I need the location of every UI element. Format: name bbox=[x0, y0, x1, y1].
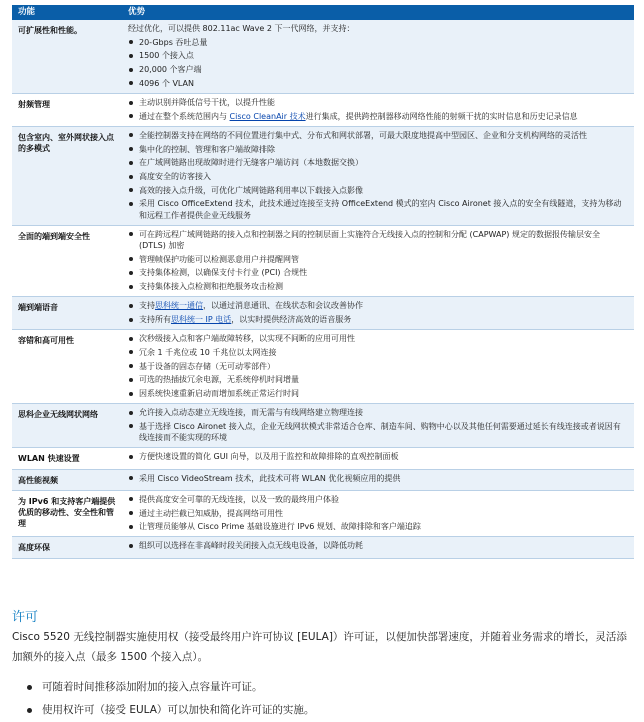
benefit-item: 支持集体检测，以确保支付卡行业 (PCI) 合规性 bbox=[128, 267, 628, 278]
table-row bbox=[12, 126, 634, 225]
benefit-cell bbox=[122, 20, 634, 94]
table-row bbox=[12, 20, 634, 94]
benefit-item: 4096 个 VLAN bbox=[128, 78, 628, 89]
benefit-item: 可选的热插拔冗余电源，无系统停机时间增量 bbox=[128, 374, 628, 385]
benefit-list bbox=[128, 494, 628, 533]
table-row bbox=[12, 490, 634, 537]
table-row bbox=[12, 94, 634, 127]
benefit-item: 高效的接入点升级，可优化广域网链路利用率以下载接入点影像 bbox=[128, 185, 628, 196]
benefit-item: 高度安全的访客接入 bbox=[128, 171, 628, 182]
feature-cell: WLAN 快速设置 bbox=[12, 448, 122, 469]
feature-cell: 射频管理 bbox=[12, 94, 122, 127]
table-row bbox=[12, 469, 634, 490]
benefit-item bbox=[128, 300, 628, 311]
table-row bbox=[12, 225, 634, 297]
benefit-list bbox=[128, 97, 628, 122]
benefit-item: 在广域网链路出现故障时进行无缝客户端访问（本地数据交换） bbox=[128, 157, 628, 168]
benefit-item: 提供高度安全可靠的无线连接，以及一致的最终用户体验 bbox=[128, 494, 628, 505]
column-header-benefit: 优势 bbox=[122, 5, 634, 20]
benefit-cell bbox=[122, 469, 634, 490]
benefit-item: 次秒级接入点和客户端故障转移，以实现不间断的应用可用性 bbox=[128, 333, 628, 344]
column-header-feature: 功能 bbox=[12, 5, 122, 20]
table-header-row bbox=[12, 5, 634, 20]
feature-cell: 包含室内、室外网状接入点的多模式 bbox=[12, 126, 122, 225]
table-row bbox=[12, 404, 634, 448]
feature-cell: 容错和高可用性 bbox=[12, 330, 122, 404]
feature-cell: 可扩展性和性能。 bbox=[12, 20, 122, 94]
benefit-list bbox=[128, 130, 628, 221]
feature-cell: 端到端语音 bbox=[12, 297, 122, 330]
benefit-cell bbox=[122, 330, 634, 404]
benefit-item: 20-Gbps 吞吐总量 bbox=[128, 37, 628, 48]
benefit-list bbox=[128, 407, 628, 443]
benefit-item: 可在跨远程广域网链路的接入点和控制器之间的控制层面上实施符合无线接入点的控制和分配 (CAPWAP) 规定的数据报传输层安全 (DTLS) 加密 bbox=[128, 229, 628, 251]
license-section-title: 许可 bbox=[12, 610, 39, 625]
benefit-item: 基于设备的固态存储（无可动零部件） bbox=[128, 361, 628, 372]
benefit-text: 通过在整个系统范围内与 bbox=[139, 111, 230, 121]
benefit-cell bbox=[122, 537, 634, 558]
feature-cell: 高度环保 bbox=[12, 537, 122, 558]
benefit-item: 基于选择 Cisco Aironet 接入点，企业无线网状模式非常适合仓库、制造车间、购物中心以及其他任何需要通过延长有线连接或者说因有线连接而不能实现的环境 bbox=[128, 421, 628, 443]
benefit-list bbox=[128, 540, 628, 551]
benefit-item: 组织可以选择在非高峰时段关闭接入点无线电设备，以降低功耗 bbox=[128, 540, 628, 551]
table-row bbox=[12, 448, 634, 469]
benefit-item: 1500 个接入点 bbox=[128, 50, 628, 61]
benefit-item: 采用 Cisco VideoStream 技术，此技术可将 WLAN 优化视频应用的提供 bbox=[128, 473, 628, 484]
benefit-list bbox=[128, 333, 628, 399]
feature-cell: 思科企业无线网状网络 bbox=[12, 404, 122, 448]
benefit-cell bbox=[122, 297, 634, 330]
license-list-item: 使用权许可（接受 EULA）可以加快和简化许可证的实施。 bbox=[22, 699, 314, 722]
benefit-text: 支持所有 bbox=[139, 315, 171, 325]
benefit-item bbox=[128, 111, 628, 122]
benefit-item: 20,000 个客户端 bbox=[128, 64, 628, 75]
feature-cell: 全面的端到端安全性 bbox=[12, 225, 122, 297]
feature-benefit-table bbox=[12, 5, 634, 559]
benefit-item: 通过主动拦截已知威胁，提高网络可用性 bbox=[128, 508, 628, 519]
benefit-text: ，以通过消息通讯、在线状态和会议改善协作 bbox=[203, 301, 363, 311]
benefit-item: 因系统快速重新启动而增加系统正常运行时间 bbox=[128, 388, 628, 399]
table-row bbox=[12, 297, 634, 330]
ip-phone-link[interactable]: 思科统一 IP 电话 bbox=[171, 315, 232, 325]
benefit-item: 支持集体接入点检测和拒绝服务攻击检测 bbox=[128, 281, 628, 292]
benefit-text: 支持 bbox=[139, 301, 155, 311]
benefit-cell bbox=[122, 448, 634, 469]
benefit-cell bbox=[122, 94, 634, 127]
table-row bbox=[12, 537, 634, 558]
license-list-item: 可随着时间推移添加附加的接入点容量许可证。 bbox=[22, 676, 314, 699]
benefit-item: 集中化的控制、管理和客户端故障排除 bbox=[128, 144, 628, 155]
benefit-cell bbox=[122, 225, 634, 297]
benefit-item: 采用 Cisco OfficeExtend 技术，此技术通过连接至支持 OfficeExtend 模式的室内 Cisco Aironet 接入点的安全有线隧道，支持为移动和远程工作者提供企业无线服务 bbox=[128, 198, 628, 220]
benefit-item: 全能控制器支持在网络的不同位置进行集中式、分布式和网状部署，可最大限度地提高中型园区、企业和分支机构网络的灵活性 bbox=[128, 130, 628, 141]
benefit-list bbox=[128, 37, 628, 89]
benefit-item: 冗余 1 千兆位或 10 千兆位以太网连接 bbox=[128, 347, 628, 358]
benefit-list bbox=[128, 229, 628, 293]
cleanair-link[interactable]: Cisco CleanAir 技术 bbox=[229, 111, 306, 121]
benefit-item bbox=[128, 314, 628, 325]
benefit-cell bbox=[122, 404, 634, 448]
license-list bbox=[22, 676, 314, 722]
benefit-list bbox=[128, 300, 628, 325]
benefit-item: 主动识别并降低信号干扰，以提升性能 bbox=[128, 97, 628, 108]
feature-cell: 高性能视频 bbox=[12, 469, 122, 490]
unified-communications-link[interactable]: 思科统一通信 bbox=[155, 301, 203, 311]
license-paragraph: Cisco 5520 无线控制器实施使用权（接受最终用户许可协议 [EULA]）许可证，以便加快部署速度，并随着业务需求的增长，灵活添加额外的接入点（最多 1500 个接入点）。 bbox=[12, 631, 627, 663]
benefit-list bbox=[128, 473, 628, 484]
benefit-intro: 经过优化，可以提供 802.11ac Wave 2 下一代网络，并支持： bbox=[128, 24, 355, 33]
benefit-cell bbox=[122, 126, 634, 225]
benefit-cell bbox=[122, 490, 634, 537]
benefit-text: ，以实时提供经济高效的语音服务 bbox=[231, 315, 352, 325]
benefit-item: 管理帧保护功能可以检测恶意用户并提醒网管 bbox=[128, 254, 628, 265]
table-row bbox=[12, 330, 634, 404]
benefit-item: 方便快速设置的简化 GUI 向导，以及用于监控和故障排除的直观控制面板 bbox=[128, 451, 628, 462]
benefit-list bbox=[128, 451, 628, 462]
benefit-item: 让管理员能够从 Cisco Prime 基础设施进行 IPv6 规划、故障排除和客户端追踪 bbox=[128, 521, 628, 532]
benefit-text: 进行集成，提供跨控制器移动网络性能的射频干扰的实时信息和历史记录信息 bbox=[305, 111, 578, 121]
benefit-item: 允许接入点动态建立无线连接，而无需与有线网络建立物理连接 bbox=[128, 407, 628, 418]
feature-cell: 为 IPv6 和支持客户端提供优质的移动性、安全性和管理 bbox=[12, 490, 122, 537]
